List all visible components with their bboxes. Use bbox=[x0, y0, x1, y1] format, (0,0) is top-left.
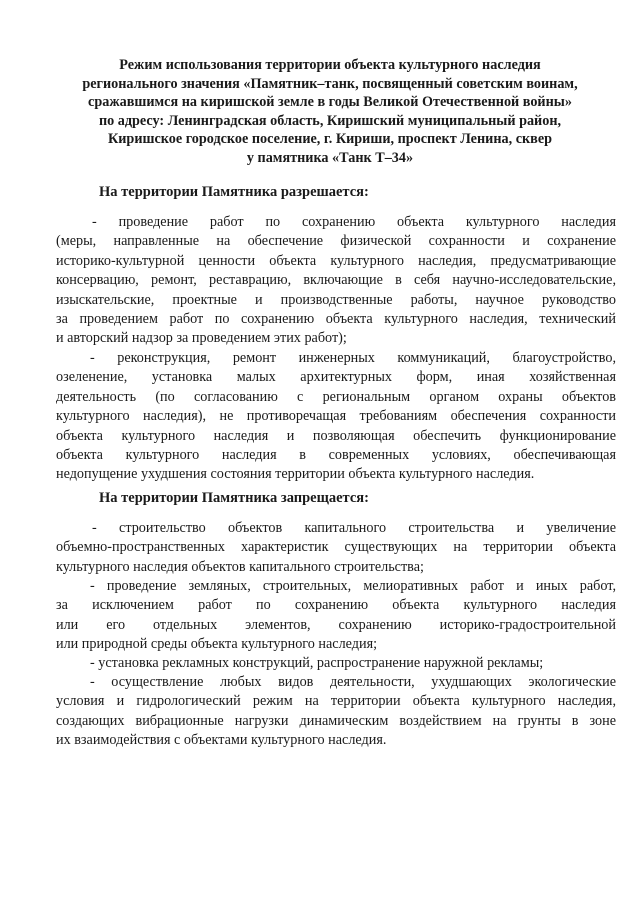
text-line: - осуществление любых видов деятельности, ухудшающих экологические bbox=[90, 674, 616, 690]
text-line: - установка рекламных конструкций, распространение наружной рекламы; bbox=[90, 655, 544, 671]
text-line: недопущение ухудшения состояния территории объекта культурного наследия. bbox=[56, 466, 535, 483]
text-line: за исключением работ по сохранению объекта культурного наследия bbox=[56, 597, 616, 614]
text-line: объемно-пространственных характеристик существующих на территории объекта bbox=[56, 539, 616, 556]
text-line: объекта культурного наследия и позволяющая обеспечить функционирование bbox=[56, 427, 616, 444]
text-line: деятельность (по согласованию с региональным органом охраны объектов bbox=[56, 388, 616, 405]
text-line: историко-культурной ценности объекта культурного наследия, предусматривающие bbox=[56, 252, 616, 269]
text-line: культурного наследия объектов капитального строительства; bbox=[56, 558, 424, 575]
text-line: (меры, направленные на обеспечение физической сохранности и сохранение bbox=[56, 233, 616, 250]
forbidden-item-3 bbox=[56, 654, 616, 673]
title-line: по адресу: Ленинградская область, Киришский муниципальный район, bbox=[98, 112, 562, 129]
forbidden-item-2 bbox=[56, 577, 616, 655]
title-line: Режим использования территории объекта культурного наследия bbox=[119, 57, 541, 73]
text-line: создающих вибрационные нагрузки динамическим воздействием на грунты в зоне bbox=[56, 712, 616, 729]
title-line: у памятника «Танк Т–34» bbox=[246, 149, 414, 166]
text-line: - строительство объектов капитального строительства и увеличение bbox=[92, 520, 616, 536]
text-line: - проведение работ по сохранению объекта культурного наследия bbox=[92, 214, 616, 230]
text-line: озеленение, установка малых архитектурных форм, иная хозяйственная bbox=[56, 369, 616, 386]
text-line: объекта культурного наследия в современных условиях, обеспечивающая bbox=[56, 446, 616, 463]
text-line: их взаимодействия с объектами культурного наследия. bbox=[56, 732, 387, 749]
forbidden-item-4 bbox=[56, 673, 616, 751]
text-line: за проведением работ по сохранению объекта культурного наследия, технический bbox=[56, 310, 616, 327]
text-line: и авторский надзор за проведением этих работ); bbox=[56, 330, 347, 347]
text-line: культурного наследия), не противоречащая требованиям обеспечения сохранности bbox=[56, 408, 616, 425]
allowed-item-2 bbox=[56, 349, 616, 485]
text-line: или его отдельных элементов, сохранению историко-градостроительной bbox=[56, 616, 616, 633]
text-line: консервацию, ремонт, реставрацию, включающие в себя научно-исследовательские, bbox=[56, 272, 616, 289]
forbidden-heading: На территории Памятника запрещается: bbox=[99, 490, 369, 506]
text-line: условия и гидрологический режим на территории объекта культурного наследия, bbox=[56, 693, 616, 710]
forbidden-item-1 bbox=[56, 519, 616, 577]
title-line: регионального значения «Памятник–танк, посвященный советским воинам, bbox=[82, 75, 578, 92]
allowed-item-1 bbox=[56, 213, 616, 349]
text-line: или природной среды объекта культурного наследия; bbox=[56, 636, 378, 653]
text-line: изыскательские, проектные и производственные работы, научное руководство bbox=[56, 291, 616, 308]
document-title bbox=[56, 56, 604, 168]
allowed-heading: На территории Памятника разрешается: bbox=[99, 184, 369, 200]
text-line: - реконструкция, ремонт инженерных коммуникаций, благоустройство, bbox=[90, 350, 616, 366]
text-line: - проведение земляных, строительных, мелиоративных работ и иных работ, bbox=[90, 578, 616, 594]
title-line: Киришское городское поселение, г. Кириши, проспект Ленина, сквер bbox=[107, 131, 553, 148]
title-line: сражавшимся на киришской земле в годы Великой Отечественной войны» bbox=[88, 94, 572, 111]
